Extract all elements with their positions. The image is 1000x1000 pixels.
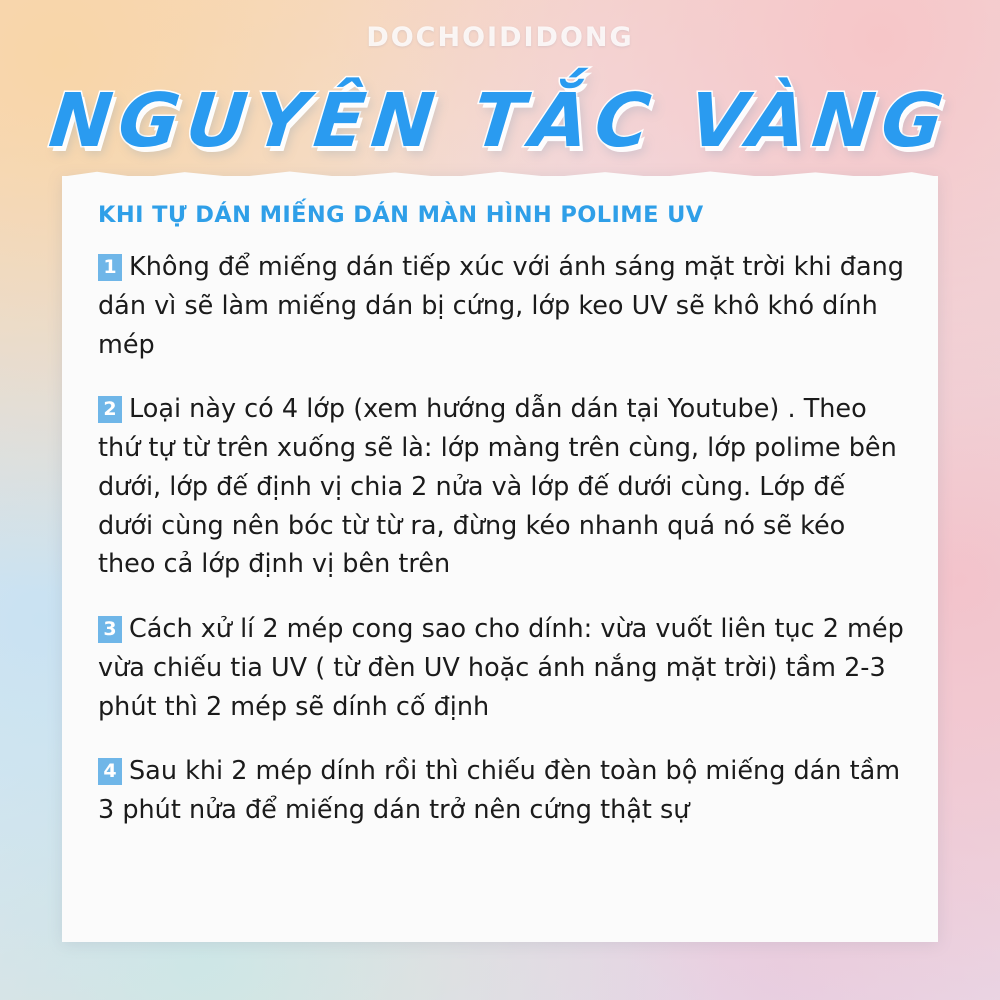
brand-watermark: DOCHOIDIDONG bbox=[366, 22, 634, 53]
list-item bbox=[98, 610, 904, 726]
page-title: NGUYÊN TẮC VÀNG bbox=[45, 78, 955, 164]
list-item bbox=[98, 248, 904, 364]
rule-text: Cách xử lí 2 mép cong sao cho dính: vừa vuốt liên tục 2 mép vừa chiếu tia UV ( từ đèn UV hoặc ánh nắng mặt trời) tầm 2-3 phút thì 2 mép sẽ dính cố định bbox=[98, 614, 904, 722]
rule-number-badge: 3 bbox=[98, 616, 122, 643]
rule-number-badge: 1 bbox=[98, 254, 122, 281]
rule-number-badge: 4 bbox=[98, 758, 122, 785]
subheading: KHI TỰ DÁN MIẾNG DÁN MÀN HÌNH POLIME UV bbox=[98, 202, 704, 228]
rule-text: Sau khi 2 mép dính rồi thì chiếu đèn toàn bộ miếng dán tầm 3 phút nửa để miếng dán trở nên cứng thật sự bbox=[98, 756, 901, 825]
list-item bbox=[98, 390, 904, 584]
rule-text: Không để miếng dán tiếp xúc với ánh sáng mặt trời khi đang dán vì sẽ làm miếng dán bị cứng, lớp keo UV sẽ khô khó dính mép bbox=[98, 252, 904, 360]
rule-text: Loại này có 4 lớp (xem hướng dẫn dán tại Youtube) . Theo thứ tự từ trên xuống sẽ là: lớp màng trên cùng, lớp polime bên dưới, lớp đế định vị chia 2 nửa và lớp đế dưới cùng. Lớp đế dưới cùng nên bóc từ từ ra, đừng kéo nhanh quá nó sẽ kéo theo cả lớp định vị bên trên bbox=[98, 394, 897, 580]
rule-number-badge: 2 bbox=[98, 396, 122, 423]
list-item bbox=[98, 752, 904, 830]
headline-container bbox=[0, 78, 1000, 164]
content-card bbox=[62, 176, 938, 942]
rules-list bbox=[98, 248, 904, 830]
